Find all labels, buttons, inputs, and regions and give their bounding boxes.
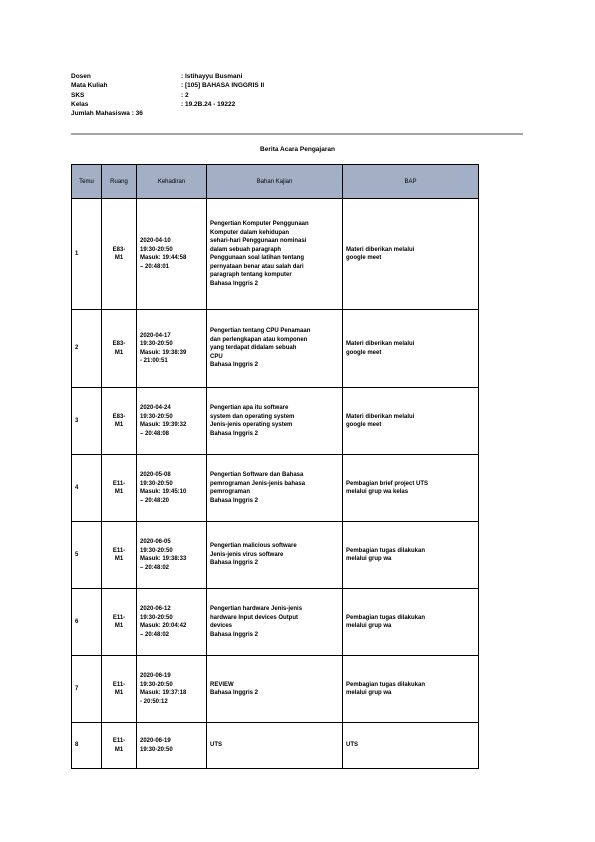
cell-bahan-kajian: REVIEW Bahasa Inggris 2 <box>207 656 343 723</box>
cell-ruang: E11- M1 <box>102 522 137 589</box>
cell-kehadiran: 2020-04-10 19:30-20:50 Masuk: 19:44:58 – 20:48:01 <box>137 199 207 310</box>
info-kelas <box>71 100 264 109</box>
cell-kehadiran: 2020-04-24 19:30-20:50 Masuk: 19:39:32 – 20:48:08 <box>137 388 207 455</box>
info-value: : 19.2B.24 - 19222 <box>181 100 236 108</box>
info-jumlah-mahasiswa <box>71 109 264 118</box>
cell-temu: 7 <box>72 656 102 723</box>
table-row <box>72 199 479 310</box>
info-label: Kelas <box>71 100 89 108</box>
cell-ruang: E83- M1 <box>102 388 137 455</box>
info-sks <box>71 91 264 100</box>
cell-bap: Materi diberikan melalui google meet <box>343 310 479 388</box>
cell-bap: Pembagian tugas dilakukan melalui grup wa <box>343 522 479 589</box>
cell-bahan-kajian: Pengertian malicious software Jenis-jenis virus software Bahasa Inggris 2 <box>207 522 343 589</box>
cell-kehadiran: 2020-06-19 19:30-20:50 <box>137 723 207 769</box>
cell-temu: 8 <box>72 723 102 769</box>
bap-table <box>71 164 479 769</box>
cell-bahan-kajian: Pengertian apa itu software system dan operating system Jenis-jenis operating system Bahasa Inggris 2 <box>207 388 343 455</box>
cell-bahan-kajian: UTS <box>207 723 343 769</box>
cell-bahan-kajian: Pengertian tentang CPU Penamaan dan perlengkapan atau komponen yang terdapat didalam sebuah CPU Bahasa Inggris 2 <box>207 310 343 388</box>
cell-kehadiran: 2020-06-19 19:30-20:50 Masuk: 19:37:18 - 20:50:12 <box>137 656 207 723</box>
cell-ruang: E83- M1 <box>102 199 137 310</box>
cell-bap: UTS <box>343 723 479 769</box>
info-dosen <box>71 72 264 81</box>
column-header-kehadiran: Kehadiran <box>137 165 207 199</box>
divider <box>71 133 523 135</box>
info-label: SKS <box>71 91 85 99</box>
cell-bap: Pembagian tugas dilakukan melalui grup wa <box>343 656 479 723</box>
cell-temu: 3 <box>72 388 102 455</box>
column-header-bahan-kajian: Bahan Kajian <box>207 165 343 199</box>
table-row <box>72 388 479 455</box>
table-row <box>72 455 479 522</box>
column-header-bap: BAP <box>343 165 479 199</box>
cell-bahan-kajian: Pengertian hardware Jenis-jenis hardware Input devices Output devices Bahasa Inggris 2 <box>207 589 343 656</box>
info-label: Mata Kuliah <box>71 82 108 90</box>
cell-ruang: E11- M1 <box>102 455 137 522</box>
cell-temu: 6 <box>72 589 102 656</box>
cell-temu: 2 <box>72 310 102 388</box>
cell-kehadiran: 2020-06-12 19:30-20:50 Masuk: 20:04:42 – 20:48:02 <box>137 589 207 656</box>
cell-bap: Materi diberikan melalui google meet <box>343 199 479 310</box>
table-row <box>72 656 479 723</box>
cell-bap: Pembagian brief project UTS melalui grup wa kelas <box>343 455 479 522</box>
info-mata-kuliah <box>71 81 264 90</box>
column-header-temu: Temu <box>72 165 102 199</box>
cell-ruang: E11- M1 <box>102 723 137 769</box>
info-label: Jumlah Mahasiswa : 36 <box>71 110 143 118</box>
column-header-ruang: Ruang <box>102 165 137 199</box>
cell-bap: Pembagian tugas dilakukan melalui grup wa <box>343 589 479 656</box>
cell-temu: 4 <box>72 455 102 522</box>
cell-kehadiran: 2020-04-17 19:30-20:50 Masuk: 19:38:39 - 21:00:51 <box>137 310 207 388</box>
table-row <box>72 723 479 769</box>
table-row <box>72 522 479 589</box>
course-info <box>71 72 264 118</box>
info-value: : [105] BAHASA INGGRIS II <box>181 82 265 90</box>
cell-bap: Materi diberikan melalui google meet <box>343 388 479 455</box>
cell-bahan-kajian: Pengertian Komputer Penggunaan Komputer dalam kehidupan sehari-hari Penggunaan nominasi dalam sebuah paragraph Penggunaan soal latihan tentang pernyataan benar atau salah dari paragraph tentang komputer Bahasa Inggris 2 <box>207 199 343 310</box>
info-value: : 2 <box>181 91 189 99</box>
info-value: : Istihayyu Busmani <box>181 73 243 80</box>
page-title: Berita Acara Pengajaran <box>260 146 335 153</box>
cell-bahan-kajian: Pengertian Software dan Bahasa pemrograman Jenis-jenis bahasa pemrograman Bahasa Inggris 2 <box>207 455 343 522</box>
table-row <box>72 589 479 656</box>
info-label: Dosen <box>71 73 91 80</box>
cell-ruang: E83- M1 <box>102 310 137 388</box>
cell-ruang: E11- M1 <box>102 656 137 723</box>
cell-temu: 1 <box>72 199 102 310</box>
cell-kehadiran: 2020-05-08 19:30-20:50 Masuk: 19:45:10 – 20:48:20 <box>137 455 207 522</box>
table-header-row <box>72 165 479 199</box>
cell-kehadiran: 2020-06-05 19:30-20:50 Masuk: 19:38:33 – 20:48:02 <box>137 522 207 589</box>
table-row <box>72 310 479 388</box>
cell-ruang: E11- M1 <box>102 589 137 656</box>
cell-temu: 5 <box>72 522 102 589</box>
